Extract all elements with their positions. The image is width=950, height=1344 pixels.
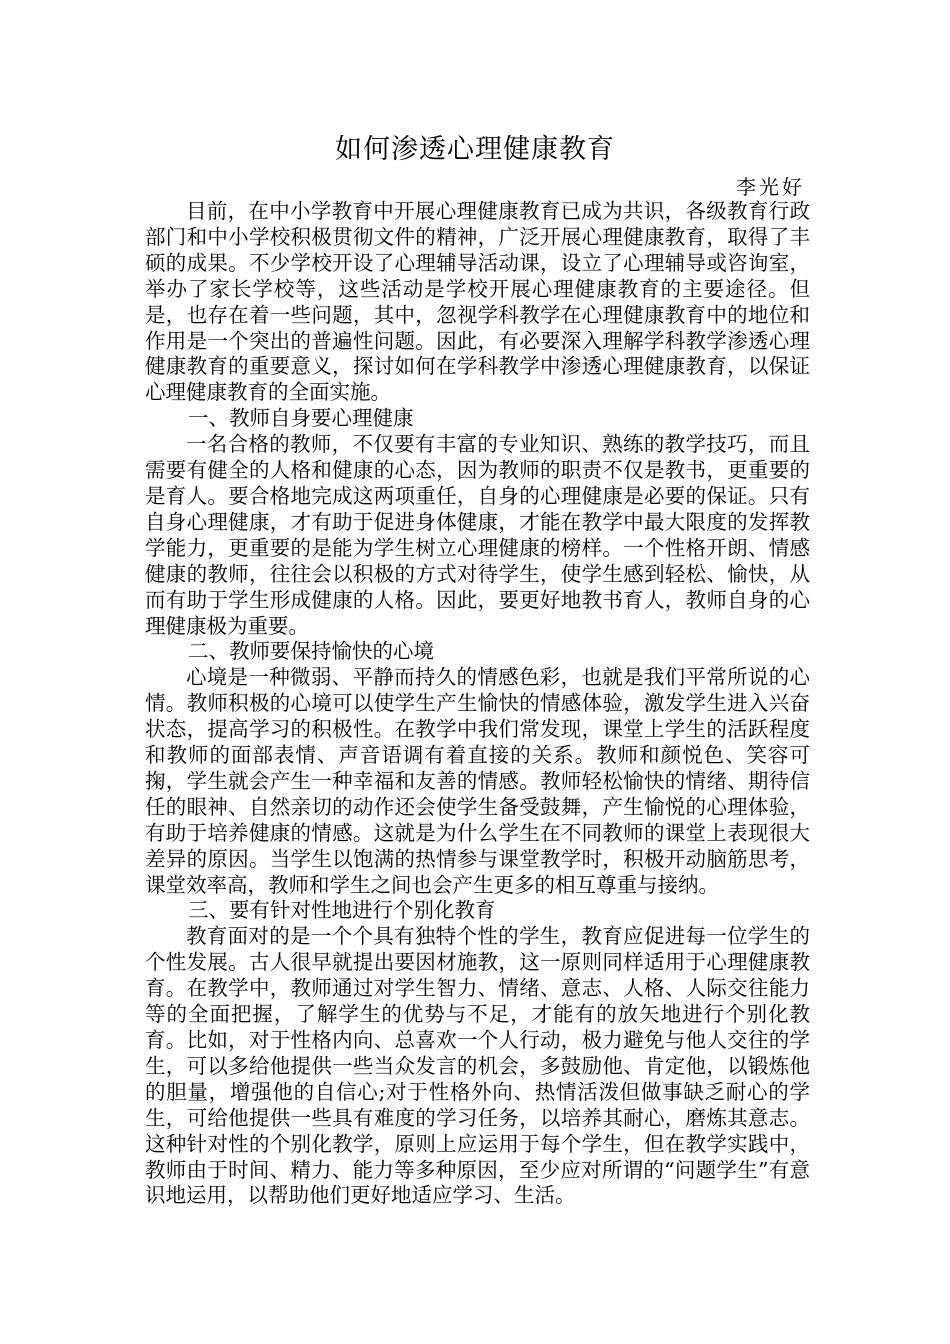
document-author: 李光好 — [736, 175, 805, 199]
paragraph-section-2: 心境是一种微弱、平静而持久的情感色彩，也就是我们平常所说的心情。教师积极的心境可以使学生产生愉快的情感体验，激发学生进入兴奋状态，提高学习的积极性。在教学中我们常发现，课堂上学生的活跃程度和教师的面部表情、声音语调有着直接的关系。教师和颜悦色、笑容可掬，学生就会产生一种幸福和友善的情感。教师轻松愉快的情绪、期待信任的眼神、自然亲切的动作还会使学生备受鼓舞，产生愉悦的心理体验，有助于培养健康的情感。这就是为什么学生在不同教师的课堂上表现很大差异的原因。当学生以饱满的热情参与课堂教学时，积极开动脑筋思考，课堂效率高，教师和学生之间也会产生更多的相互尊重与接纳。 — [145, 665, 810, 897]
paragraph-section-1: 一名合格的教师，不仅要有丰富的专业知识、熟练的教学技巧，而且需要有健全的人格和健康的心态，因为教师的职责不仅是教书，更重要的是育人。要合格地完成这两项重任，自身的心理健康是必要的保证。只有自身心理健康，才有助于促进身体健康，才能在教学中最大限度的发挥教学能力，更重要的是能为学生树立心理健康的榜样。一个性格开朗、情感健康的教师，往往会以积极的方式对待学生，使学生感到轻松、愉快，从而有助于学生形成健康的人格。因此，要更好地教书育人，教师自身的心理健康极为重要。 — [145, 432, 810, 638]
section-heading-2: 二、教师要保持愉快的心境 — [188, 639, 434, 664]
document-body — [145, 199, 810, 1209]
section-heading-1: 一、教师自身要心理健康 — [188, 406, 414, 431]
document-title: 如何渗透心理健康教育 — [335, 134, 615, 165]
section-heading-3: 三、要有针对性地进行个别化教育 — [188, 898, 496, 923]
paragraph-section-3: 教育面对的是一个个具有独特个性的学生，教育应促进每一位学生的个性发展。古人很早就提出要因材施教，这一原则同样适用于心理健康教育。在教学中，教师通过对学生智力、情绪、意志、人格、人际交往能力等的全面把握，了解学生的优势与不足，才能有的放矢地进行个别化教育。比如，对于性格内向、总喜欢一个人行动，极力避免与他人交往的学生，可以多给他提供一些当众发言的机会，多鼓励他、肯定他，以锻炼他的胆量，增强他的自信心;对于性格外向、热情活泼但做事缺乏耐心的学生，可给他提供一些具有难度的学习任务，以培养其耐心，磨炼其意志。这种针对性的个别化教学，原则上应运用于每个学生，但在教学实践中，教师由于时间、精力、能力等多种原因，至少应对所谓的“问题学生”有意识地运用，以帮助他们更好地适应学习、生活。 — [145, 924, 810, 1208]
paragraph-intro: 目前，在中小学教育中开展心理健康教育已成为共识，各级教育行政部门和中小学校积极贯彻文件的精神，广泛开展心理健康教育，取得了丰硕的成果。不少学校开设了心理辅导活动课，设立了心理辅导或咨询室，举办了家长学校等，这些活动是学校开展心理健康教育的主要途径。但是，也存在着一些问题，其中，忽视学科教学在心理健康教育中的地位和作用是一个突出的普遍性问题。因此，有必要深入理解学科教学渗透心理健康教育的重要意义，探讨如何在学科教学中渗透心理健康教育，以保证心理健康教育的全面实施。 — [145, 199, 810, 405]
